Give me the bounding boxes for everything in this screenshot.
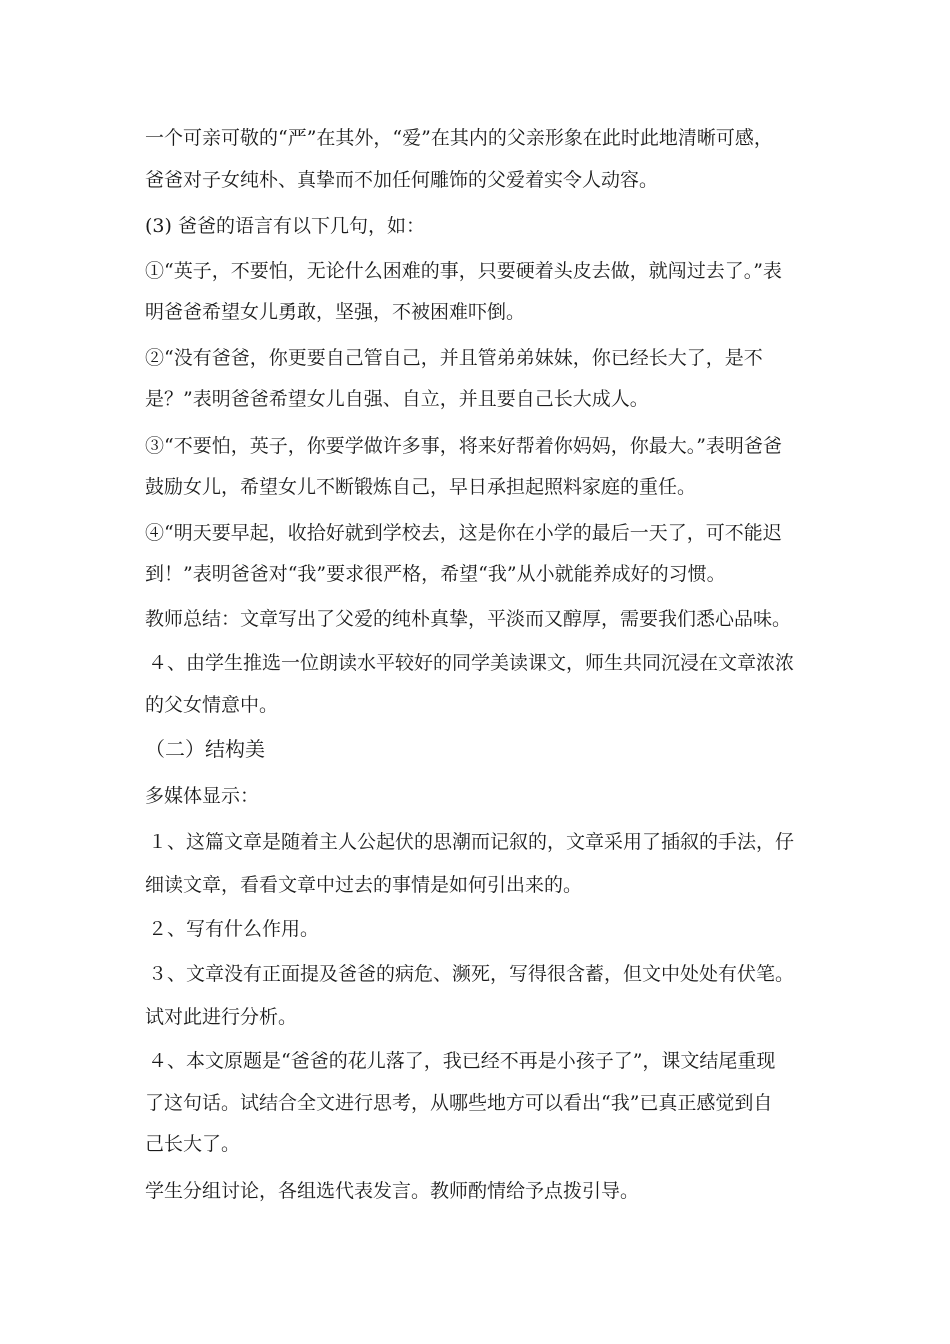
paragraph-line: ２、写有什么作用。 (148, 918, 320, 940)
paragraph-line: 了这句话。试结合全文进行思考，从哪些地方可以看出“我”已真正感觉到自 (145, 1092, 773, 1114)
paragraph-line: 试对此进行分析。 (145, 1006, 298, 1028)
paragraph-line: 学生分组讨论，各组选代表发言。教师酌情给予点拨引导。 (145, 1180, 640, 1202)
paragraph-line: 是？”表明爸爸希望女儿自强、自立，并且要自己长大成人。 (145, 388, 649, 410)
paragraph-line: 细读文章，看看文章中过去的事情是如何引出来的。 (145, 874, 583, 896)
paragraph-line: 爸爸对子女纯朴、真挚而不加任何雕饰的父爱着实令人动容。 (145, 169, 659, 191)
paragraph-line: １、这篇文章是随着主人公起伏的思潮而记叙的，文章采用了插叙的手法，仔 (148, 831, 795, 853)
paragraph-line: ３、文章没有正面提及爸爸的病危、濒死，写得很含蓄，但文中处处有伏笔。 (148, 963, 795, 985)
paragraph-line: ４、本文原题是“爸爸的花儿落了，我已经不再是小孩子了”，课文结尾重现 (148, 1050, 776, 1072)
paragraph-line: 多媒体显示： (145, 785, 260, 807)
paragraph-line: 鼓励女儿，希望女儿不断锻炼自己，早日承担起照料家庭的重任。 (145, 476, 697, 498)
paragraph-line: 己长大了。 (145, 1133, 241, 1155)
paragraph-line: 一个可亲可敬的“严”在其外，“爱”在其内的父亲形象在此时此地清晰可感， (145, 127, 773, 149)
paragraph-line: ③“不要怕，英子，你要学做许多事，将来好帮着你妈妈，你最大。”表明爸爸 (145, 435, 782, 457)
paragraph-line: ②“没有爸爸，你更要自己管自己，并且管弟弟妹妹，你已经长大了，是不 (145, 347, 763, 369)
paragraph-line: ①“英子，不要怕，无论什么困难的事，只要硬着头皮去做，就闯过去了。”表 (145, 260, 782, 282)
section-heading: （二）结构美 (145, 737, 265, 761)
paragraph-line: 教师总结：文章写出了父爱的纯朴真挚，平淡而又醇厚，需要我们悉心品味。 (145, 608, 792, 630)
paragraph-line: ４、由学生推选一位朗读水平较好的同学美读课文，师生共同沉浸在文章浓浓 (148, 652, 795, 674)
paragraph-line: 的父女情意中。 (145, 694, 279, 716)
paragraph-line: (3) 爸爸的语言有以下几句，如： (145, 215, 425, 237)
paragraph-line: 到！”表明爸爸对“我”要求很严格，希望“我”从小就能养成好的习惯。 (145, 563, 726, 585)
paragraph-line: 明爸爸希望女儿勇敢，坚强，不被困难吓倒。 (145, 301, 526, 323)
paragraph-line: ④“明天要早起，收拾好就到学校去，这是你在小学的最后一天了，可不能迟 (145, 522, 782, 544)
